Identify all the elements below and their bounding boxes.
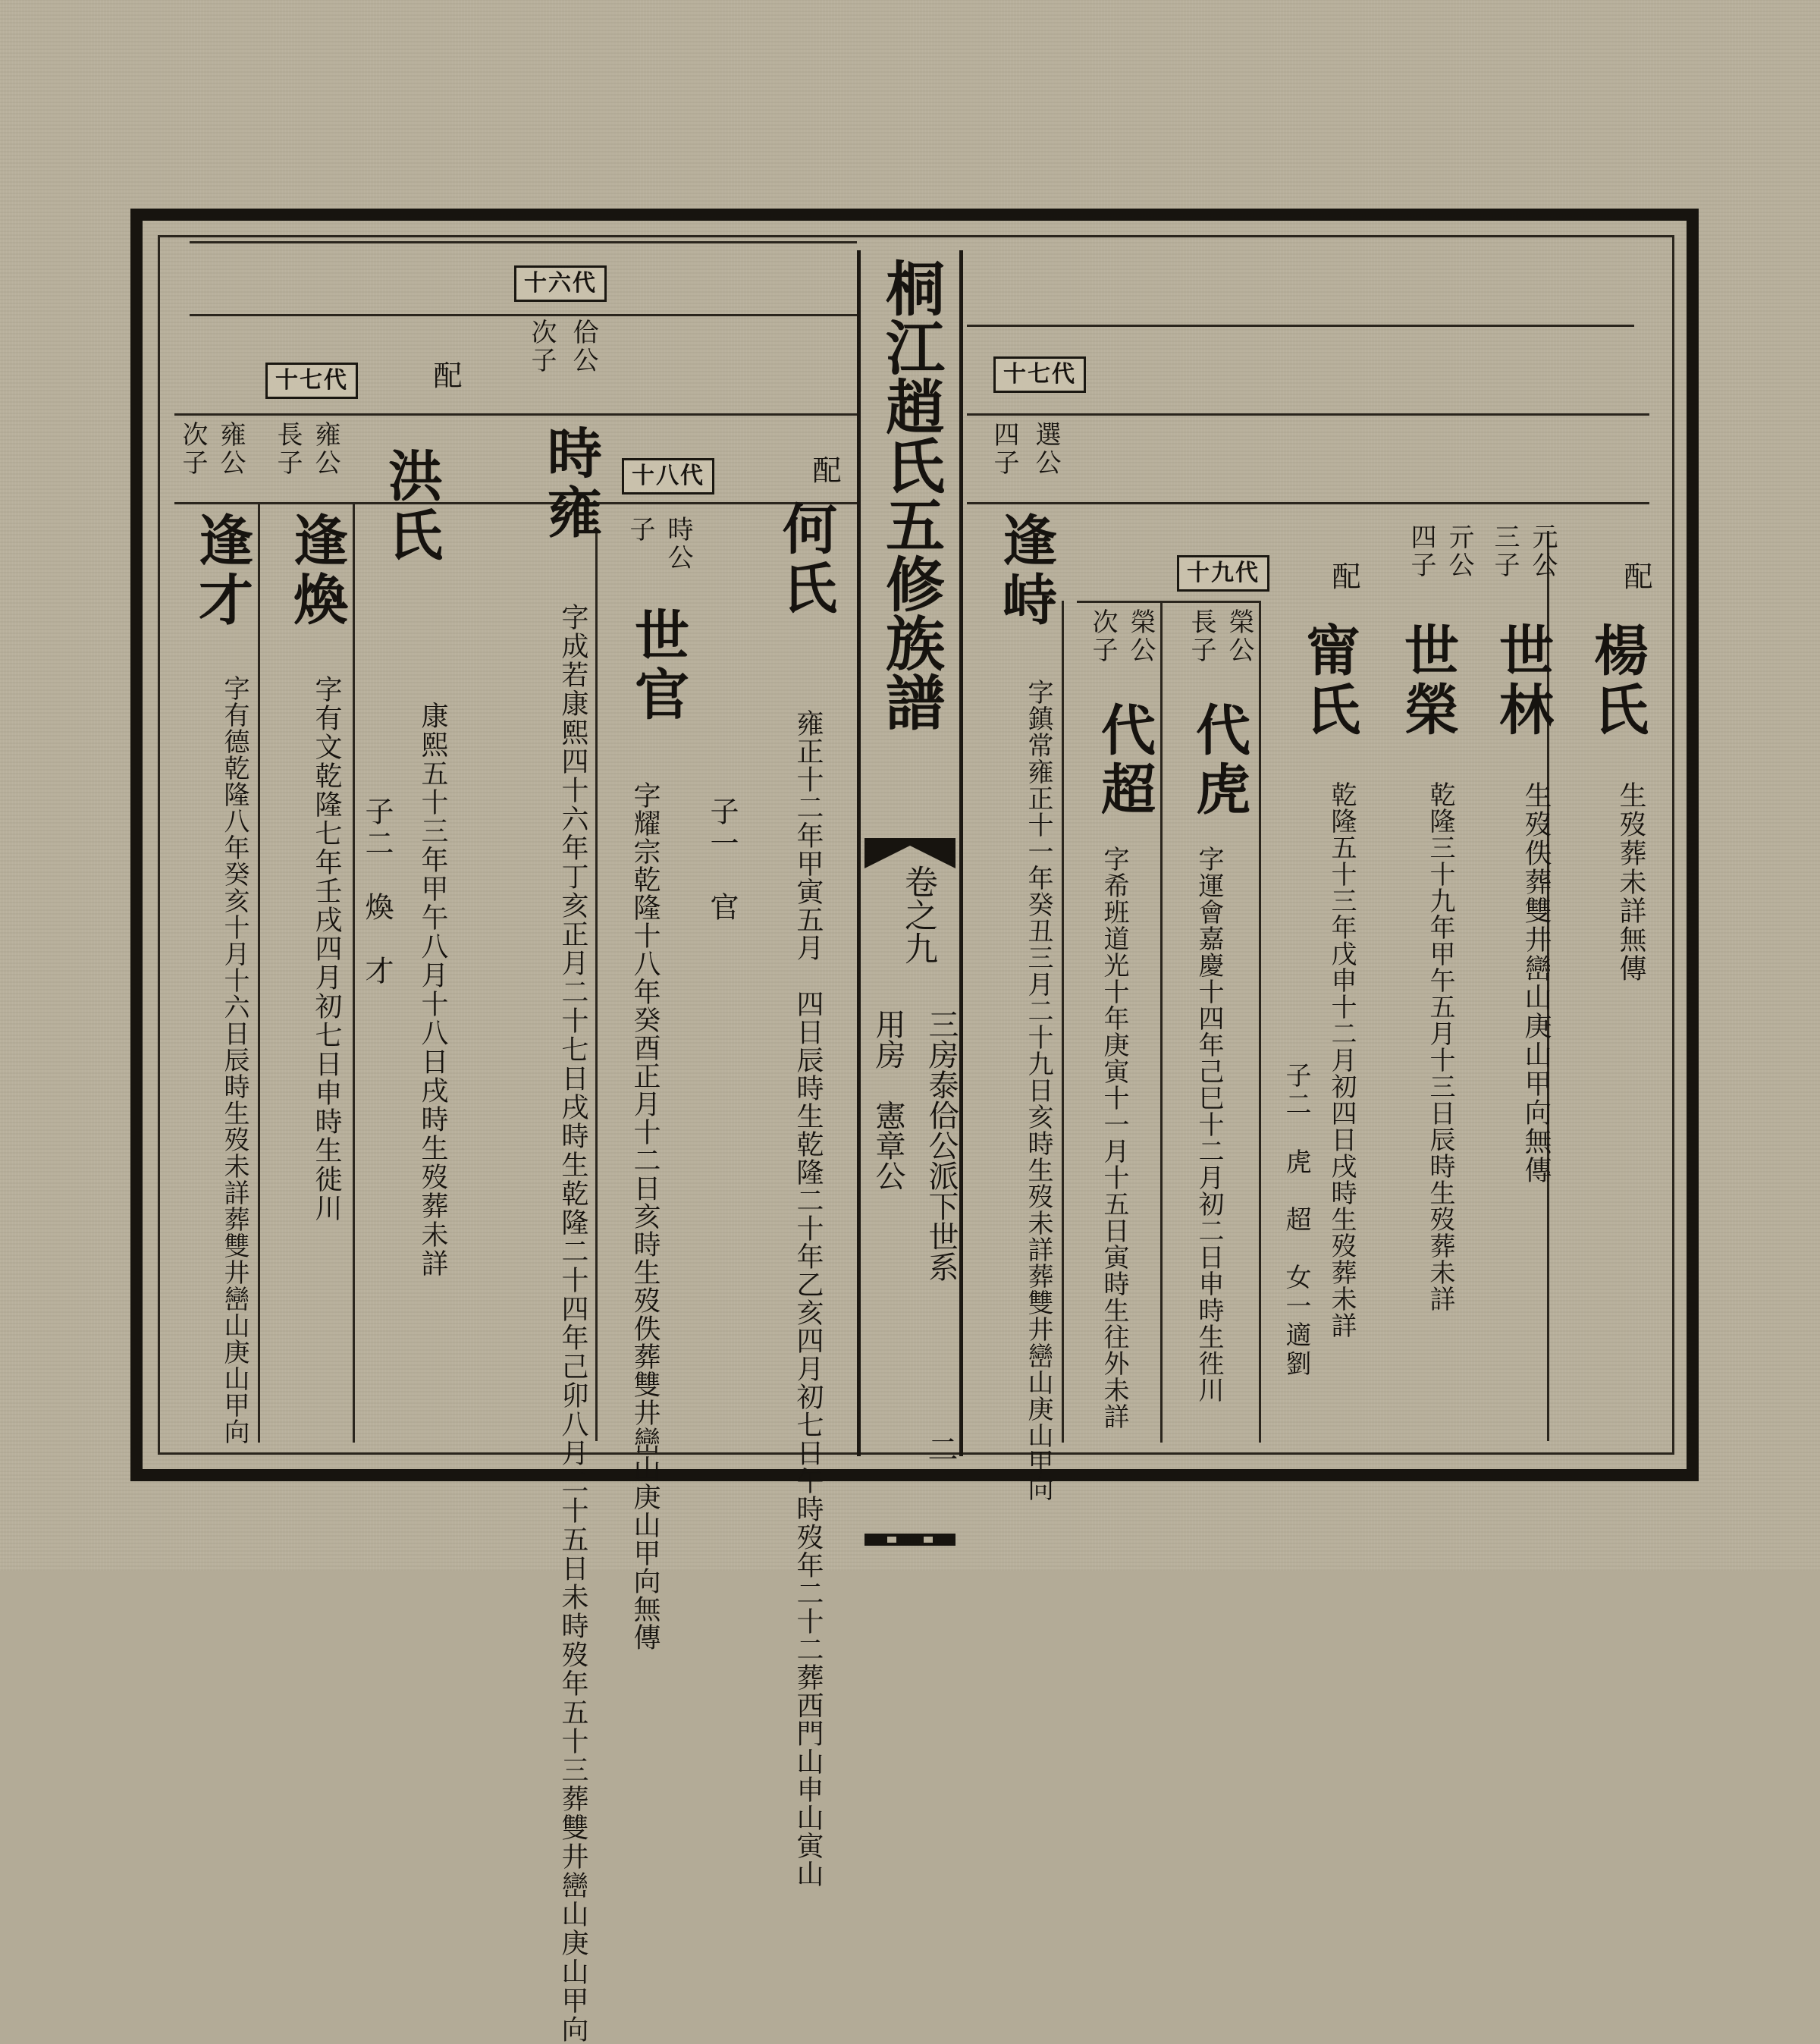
person-name-he: 何氏 (774, 501, 838, 619)
parent-note-line: 雍公 (215, 421, 246, 477)
spine-bar-mark-icon (864, 1532, 956, 1547)
person-name-fenghuan: 逢煥 (284, 512, 349, 630)
person-bio-shiguan: 字耀宗乾隆十八年癸酉正月十二日亥時生歿佚葬雙井巒山庚山甲向無傳 (629, 781, 661, 1651)
parent-note-line: 四子 (1406, 523, 1436, 579)
person-bio-he: 雍正十二年甲寅五月 四日辰時生乾隆二十年乙亥四月初七日午時歿年二十二葬西門山申山寅山 (792, 709, 824, 1888)
person-name-shiguan: 世官 (626, 607, 690, 725)
parent-note-line: 次子 (177, 421, 208, 477)
page-number: 二 (923, 1433, 958, 1464)
person-name-hong: 洪氏 (379, 447, 444, 566)
person-bio-shiyong: 字成若康熙四十六年丁亥正月二十七日戌時生乾隆二十四年己卯八月二十五日未時歿年五十三葬雙井巒山庚山甲向 (557, 603, 588, 2044)
generation-badge-17-right: 十七代 (993, 356, 1086, 393)
parent-note-line: 佮公 (568, 319, 598, 375)
person-name-shilin: 世林 (1490, 622, 1555, 740)
generation-badge-17: 十七代 (265, 363, 358, 399)
parent-note-line: 元公 (1527, 523, 1558, 579)
generation-badge-18: 十八代 (622, 458, 714, 495)
person-name-daichao: 代超 (1092, 702, 1156, 820)
person-bio-fenghuan: 字有文乾隆七年壬戌四月初七日申時生徙川 (311, 675, 342, 1223)
parent-note-line: 榮公 (1125, 608, 1156, 664)
column-rule (1259, 601, 1261, 1443)
parent-note-line: 亓公 (1444, 523, 1474, 579)
column-rule (353, 502, 355, 1443)
parent-note-line: 子 (625, 516, 655, 544)
person-name-shirong: 世榮 (1395, 622, 1460, 740)
person-bio-fengqi: 字鎮常雍正十一年癸丑三月二十九日亥時生歿未詳葬雙井巒山庚山甲向 (1023, 679, 1053, 1502)
generation-badge-19: 十九代 (1177, 555, 1269, 592)
parent-note-line: 榮公 (1224, 608, 1254, 664)
register-line (967, 413, 1649, 416)
parent-note-line: 雍公 (310, 421, 340, 477)
person-bio-hong: 康熙五十三年甲午八月十八日戌時生歿葬未詳 (417, 702, 448, 1278)
parent-note-line: 次子 (526, 319, 557, 375)
house-label: 用房 憲章公 (871, 1009, 905, 1191)
parent-note-line: 長子 (1186, 608, 1216, 664)
fishtail-mark-icon (864, 838, 956, 868)
register-line (190, 314, 857, 316)
spouse-label: 配 (1327, 561, 1360, 590)
person-name-shiyong: 時雍 (538, 425, 603, 543)
children-list: 子一 官 (705, 796, 739, 924)
person-name-fengcai: 逢才 (190, 512, 254, 630)
spouse-label: 配 (428, 360, 462, 389)
person-bio-daihu: 字運會嘉慶十四年己巳十二月初二日申時生徃川 (1194, 846, 1224, 1403)
children-list: 子二 煥 才 (360, 796, 394, 987)
column-rule (258, 502, 260, 1443)
book-title: 桐江趙氏五修族譜 (876, 258, 945, 731)
book-spine (857, 250, 963, 1464)
children-list: 子二 虎 超 女一適劉 (1281, 1062, 1311, 1379)
person-bio-yang: 生歿葬未詳無傳 (1615, 781, 1646, 983)
branch-label: 三房泰佮公派下世系 (924, 1009, 959, 1282)
spouse-label: 配 (808, 455, 841, 484)
parent-note-line: 選公 (1031, 421, 1061, 477)
register-line (1077, 601, 1259, 603)
parent-note-line: 三子 (1489, 523, 1520, 579)
register-line (967, 325, 1634, 327)
person-name-fengqi: 逢峙 (993, 512, 1058, 630)
person-bio-daichao: 字希班道光十年庚寅十一月十五日寅時生往外未詳 (1099, 846, 1129, 1430)
register-line (174, 413, 857, 416)
generation-badge-16: 十六代 (514, 265, 607, 302)
person-bio-ning: 乾隆五十三年戊申十二月初四日戌時生歿葬未詳 (1326, 781, 1357, 1339)
person-name-daihu: 代虎 (1187, 702, 1251, 820)
column-rule (595, 531, 598, 1441)
spouse-label: 配 (1619, 561, 1652, 590)
parent-note-line: 次子 (1087, 608, 1118, 664)
parent-note-line: 長子 (272, 421, 303, 477)
volume-number: 卷之九 (899, 865, 937, 965)
person-bio-shilin: 生歿佚葬雙井巒山庚山甲向無傳 (1520, 781, 1552, 1185)
register-line (190, 241, 857, 243)
parent-note-line: 時公 (663, 516, 693, 572)
parent-note-line: 四子 (989, 421, 1019, 477)
register-line (174, 502, 857, 504)
person-name-ning: 甯氏 (1297, 622, 1361, 740)
person-bio-fengcai: 字有德乾隆八年癸亥十月十六日辰時生歿未詳葬雙井巒山庚山甲向 (219, 675, 249, 1445)
person-bio-shirong: 乾隆三十九年甲午五月十三日辰時生歿葬未詳 (1425, 781, 1455, 1312)
register-line (967, 502, 1649, 504)
column-rule (1062, 601, 1064, 1443)
person-name-yang: 楊氏 (1585, 622, 1649, 740)
